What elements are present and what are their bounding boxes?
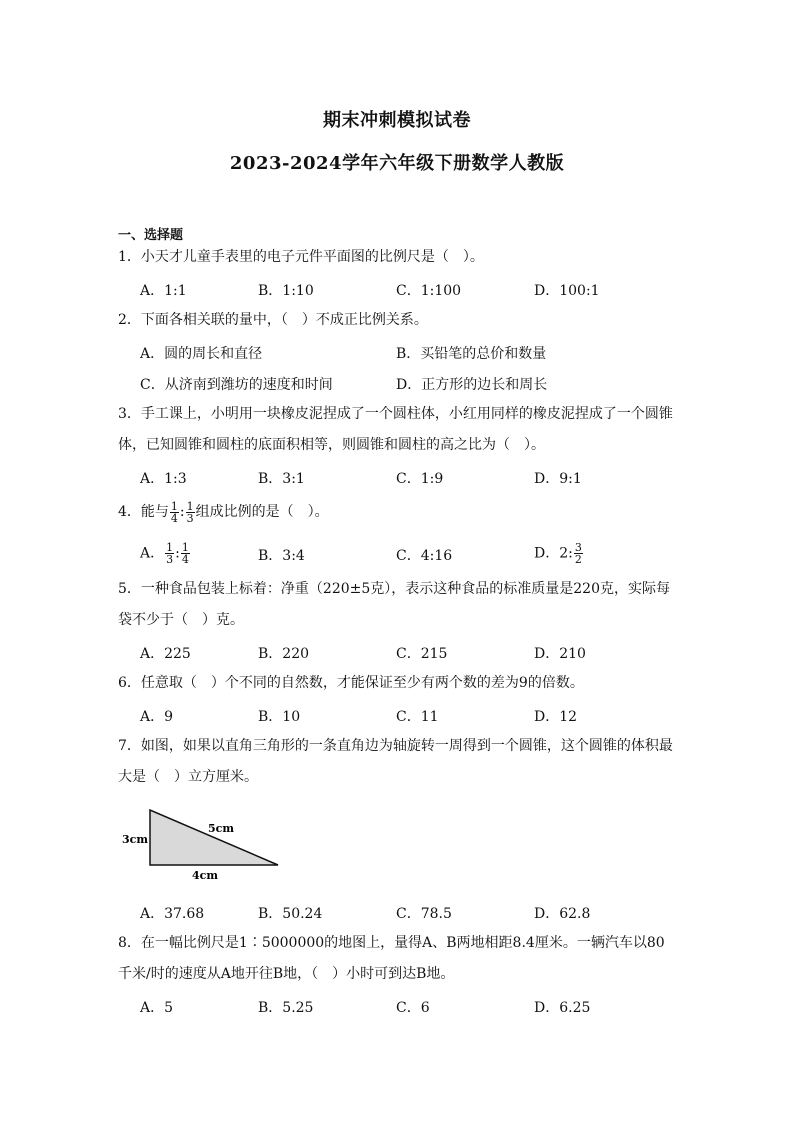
fraction: $\frac{3}{2}$ (574, 541, 582, 566)
question-3: 3．手工课上，小明用一块橡皮泥捏成了一个圆柱体，小红用同样的橡皮泥捏成了一个圆锥体，已知圆锥和圆柱的底面积相等，则圆锥和圆柱的高之比为（ ）。 (118, 406, 673, 453)
question-8-options (140, 997, 700, 1019)
section-heading: 一、选择题 (118, 228, 184, 243)
option-c[interactable]: C．6 (396, 1000, 430, 1016)
option-d[interactable]: D．12 (534, 709, 578, 725)
option-b[interactable]: B．50.24 (258, 906, 323, 922)
fraction: $\frac{1}{3}$ (186, 499, 194, 525)
question-4-prefix: 4．能与 (118, 504, 169, 520)
option-b[interactable]: B．买铅笔的总价和数量 (396, 346, 547, 362)
question-1: 1．小天才儿童手表里的电子元件平面图的比例尺是（ ）。 (118, 249, 484, 265)
option-b[interactable]: B．3:1 (258, 471, 305, 487)
question-2-options-row2 (140, 374, 700, 396)
question-7: 7．如图，如果以直角三角形的一条直角边为轴旋转一周得到一个圆锥，这个圆锥的体积最大是（ ）立方厘米。 (118, 738, 673, 785)
fraction: $\frac{1}{4}$ (170, 499, 178, 525)
question-4-suffix: 组成比例的是（ ）。 (195, 504, 329, 520)
option-a[interactable]: A．9 (140, 709, 174, 725)
option-d[interactable]: D．正方形的边长和周长 (396, 377, 548, 393)
option-c[interactable]: C．从济南到潍坊的速度和时间 (140, 377, 333, 393)
option-b[interactable]: B．1:10 (258, 283, 314, 299)
page-title: 期末冲刺模拟试卷 (323, 110, 471, 131)
option-c[interactable]: C．11 (396, 709, 439, 725)
question-5: 5．一种食品包装上标着：净重（220±5克），表示这种食品的标准质量是220克，实际每袋不少于（ ）克。 (118, 581, 670, 628)
question-5-options (140, 643, 700, 665)
option-c[interactable]: C．1:9 (396, 471, 444, 487)
question-8: 8．在一幅比例尺是1∶5000000的地图上，量得A、B两地相距8.4厘米。一辆汽车以80千米/时的速度从A地开往B地，（ ）小时可到达B地。 (118, 935, 665, 982)
option-c[interactable]: C．78.5 (396, 906, 452, 922)
option-d[interactable]: D．100:1 (534, 283, 600, 299)
option-d[interactable]: D．62.8 (534, 906, 591, 922)
option-b[interactable]: B．10 (258, 709, 301, 725)
option-d[interactable]: D．6.25 (534, 1000, 591, 1016)
option-a[interactable]: A．圆的周长和直径 (140, 346, 263, 362)
fraction: $\frac{1}{4}$ (181, 541, 189, 566)
question-6-options (140, 706, 700, 728)
side-label-horizontal: 4cm (192, 869, 218, 882)
option-a[interactable]: A．225 (140, 646, 191, 662)
page-subtitle: 2023-2024学年六年级下册数学人教版 (229, 153, 565, 174)
question-2: 2．下面各相关联的量中，（ ）不成正比例关系。 (118, 312, 428, 328)
option-b[interactable]: B．3:4 (258, 548, 305, 564)
triangle-figure (118, 805, 288, 883)
option-c[interactable]: C．4:16 (396, 548, 453, 564)
question-7-options (140, 903, 700, 925)
question-4-options (140, 542, 700, 564)
option-a[interactable]: A．37.68 (140, 906, 205, 922)
option-c[interactable]: C．1:100 (396, 283, 462, 299)
question-3-options (140, 468, 700, 490)
option-c[interactable]: C．215 (396, 646, 448, 662)
side-label-hypotenuse: 5cm (208, 822, 234, 835)
fraction: $\frac{1}{3}$ (166, 541, 174, 566)
option-b[interactable]: B．220 (258, 646, 310, 662)
option-a[interactable]: A．1:3 (140, 471, 187, 487)
side-label-vertical: 3cm (122, 833, 148, 846)
question-1-options (140, 280, 700, 302)
option-b[interactable]: B．5.25 (258, 1000, 314, 1016)
option-d[interactable]: D．210 (534, 646, 586, 662)
option-d[interactable]: D．9:1 (534, 471, 582, 487)
right-triangle (150, 810, 278, 865)
question-6: 6．任意取（ ）个不同的自然数，才能保证至少有两个数的差为9的倍数。 (118, 675, 584, 691)
option-a[interactable]: A．5 (140, 1000, 174, 1016)
question-2-options-row1 (140, 343, 700, 365)
option-a[interactable]: A．1:1 (140, 283, 187, 299)
option-a[interactable]: A． $\frac{1}{3}$ : $\frac{1}{4}$ (140, 541, 189, 566)
option-d[interactable]: D．2: $\frac{3}{2}$ (534, 541, 582, 566)
question-4: 4．能与 $\frac{1}{4}$ : $\frac{1}{3}$ 组成比例的是（ ）。 (118, 499, 329, 525)
